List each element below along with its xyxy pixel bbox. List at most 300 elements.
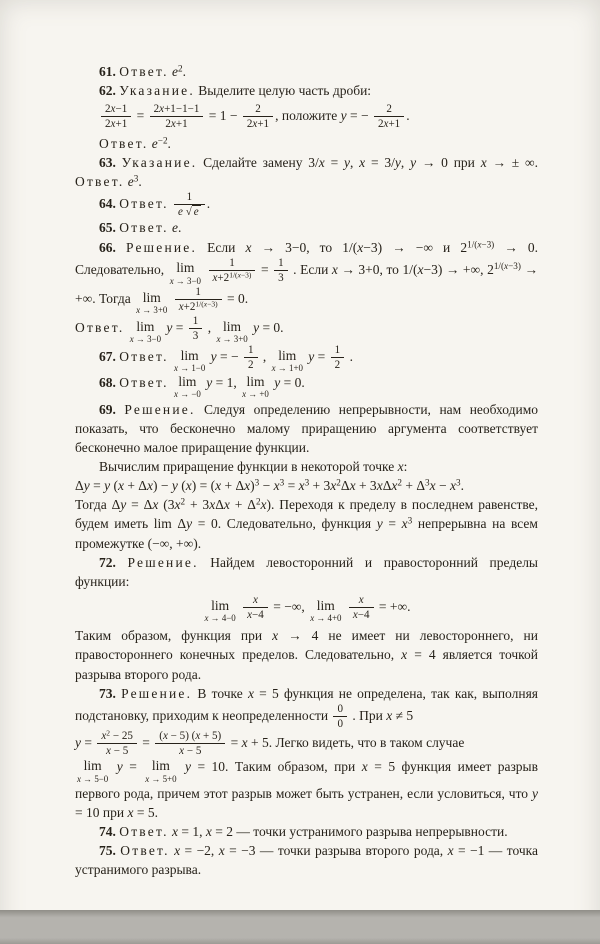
limit-operator [174, 375, 201, 399]
fraction-numerator [101, 103, 131, 117]
math-variable: x [361, 759, 368, 775]
text-run: ) − [152, 478, 172, 494]
math-variable: e [178, 206, 183, 219]
math-variable: x [247, 685, 254, 701]
text-run: → 1+0 [275, 362, 303, 373]
text-run: 1 [229, 256, 235, 269]
superscript: 3 [455, 477, 461, 488]
math-variable: x [204, 612, 209, 623]
math-variable: x [179, 745, 185, 758]
math-variable: x [330, 478, 337, 494]
math-variable: x [212, 271, 218, 284]
math-variable: y [394, 154, 401, 170]
limit-word: lim [178, 374, 197, 390]
item-69 [75, 400, 538, 457]
item-65 [75, 218, 538, 237]
keyword-label: Решение. [125, 239, 198, 255]
superscript: 2 [336, 477, 341, 488]
math-variable: x [244, 478, 251, 494]
text-run: 1/( [467, 238, 478, 249]
fraction-numerator [274, 257, 288, 271]
text-run: +1 [257, 118, 270, 131]
item-number: 75. [99, 843, 121, 859]
text-run: 1 [195, 285, 201, 298]
fraction [374, 103, 404, 130]
text-run: = − [346, 108, 372, 124]
fraction [333, 703, 347, 730]
item-number: 65. [99, 220, 120, 236]
item-number: 64. [99, 195, 120, 211]
text-run: Найдем левосторонний и правосторонний пределы функции: [75, 554, 539, 589]
item-number: 74. [99, 824, 120, 840]
limit-word: lim [278, 347, 297, 363]
limit-subscript [77, 774, 108, 784]
text-run [124, 320, 127, 335]
text-run: ) = ( [191, 478, 216, 494]
text-run: +1 [388, 118, 401, 131]
math-variable: e [172, 64, 179, 79]
item-63 [75, 153, 538, 191]
math-variable: x [480, 154, 487, 170]
superscript: 2 [178, 63, 183, 74]
math-variable: x [310, 612, 315, 623]
text-run: = 0. [280, 375, 305, 391]
fraction [331, 344, 345, 371]
text-run: = 0. [223, 290, 249, 306]
item-66 [75, 238, 538, 315]
math-variable: y [116, 759, 123, 775]
text-run: ) [250, 478, 255, 494]
text-run: = [138, 734, 154, 750]
text-run: −3) [240, 270, 252, 280]
text-run: 3 [278, 271, 284, 284]
text-run: → ± ∞. [486, 154, 538, 170]
text-run: → 1−0 [177, 362, 206, 373]
text-run: +1 [115, 118, 128, 131]
item-number: 62. [99, 83, 120, 99]
text-run: → 0 при [416, 154, 481, 170]
fraction [174, 191, 205, 218]
text-run: → 4−0 [208, 612, 236, 623]
math-variable: x [209, 497, 216, 513]
text-run: = [122, 759, 144, 775]
item-number: 63. [99, 154, 122, 170]
limit-operator [174, 349, 205, 373]
fraction-numerator [150, 103, 204, 117]
fraction-denominator [155, 744, 225, 757]
text-run: + 3 [355, 478, 377, 494]
text-run: − 5 [110, 745, 129, 758]
text-run: −3) [481, 238, 495, 249]
fraction-numerator [331, 344, 345, 358]
superscript [494, 261, 521, 271]
item-number: 73. [99, 685, 122, 701]
text-run: , [350, 154, 360, 170]
superscript: 2 [106, 728, 111, 738]
limit-word: lim [316, 597, 335, 613]
keyword-label: Ответ. [119, 375, 169, 391]
math-variable: x [223, 497, 230, 513]
math-variable: x [318, 154, 325, 170]
text-run: ≠ 5 [392, 707, 414, 723]
superscript: 2 [180, 496, 186, 507]
text-run: 1 [248, 344, 254, 357]
text-run: . [206, 195, 211, 211]
keyword-label: Ответ. [119, 64, 169, 79]
keyword-label: Ответ. [119, 824, 169, 840]
limit-word: lim [246, 374, 265, 390]
text-run: + Δ [401, 478, 426, 494]
limit-subscript [174, 363, 205, 373]
text-run: 2 [165, 118, 171, 131]
text-run: . [406, 108, 410, 124]
math-variable: y [206, 375, 213, 391]
math-variable: x [145, 773, 150, 784]
text-run [238, 599, 241, 614]
math-variable: y [171, 478, 178, 494]
limit-word: lim [142, 289, 161, 305]
text-run: = − [216, 348, 243, 364]
math-variable: y [308, 348, 315, 364]
fraction-denominator [374, 117, 404, 130]
text-run [169, 196, 172, 211]
text-run: Δ [340, 478, 350, 494]
limit-operator [205, 599, 236, 623]
math-variable: y [166, 319, 173, 335]
fraction-denominator [97, 744, 137, 757]
math-variable: y [253, 319, 260, 335]
math-variable: x [349, 478, 356, 494]
fraction-denominator [244, 358, 258, 371]
math-variable: e [151, 135, 158, 151]
math-variable: y [532, 785, 538, 801]
math-variable: x [117, 478, 124, 494]
text-run: : [403, 458, 408, 474]
keyword-label: Ответ. [99, 135, 149, 151]
fraction [274, 257, 288, 284]
item-number: 67. [99, 348, 120, 364]
text-run: Выделите целую часть дроби: [194, 83, 372, 99]
text-run: Тогда Δ [75, 497, 121, 513]
text-run: ( [159, 730, 163, 743]
item-68 [75, 373, 538, 399]
item-61 [75, 62, 538, 81]
math-variable: x [169, 275, 174, 286]
fraction-denominator [349, 608, 374, 621]
math-variable: x [417, 261, 424, 277]
text-run: 1/( [493, 260, 505, 271]
text-run: Следуя определению непрерывности, нам необходимо показать, что бесконечно малому приращению аргумента соответствует бесконечно малое приращение функции. [75, 401, 539, 455]
fraction [175, 286, 222, 313]
math-variable: x [272, 628, 279, 644]
text-run: + Δ [229, 497, 256, 513]
math-variable: x [101, 730, 107, 743]
text-run: −3) [508, 260, 521, 271]
text-run: + 3 [309, 478, 331, 494]
fraction-numerator [174, 191, 205, 205]
math-variable: y [274, 375, 281, 391]
math-variable: y [344, 154, 350, 170]
math-variable: x [241, 734, 248, 750]
math-variable: x [358, 594, 364, 607]
math-variable: e [172, 220, 179, 236]
text-run: . Если [289, 261, 332, 277]
fraction [97, 730, 137, 757]
math-variable: y [75, 734, 81, 750]
text-run: . При [349, 707, 387, 723]
text-run: = 1, [212, 375, 241, 391]
fraction-numerator [97, 730, 137, 744]
text-run [169, 349, 172, 364]
keyword-label: Ответ. [119, 348, 169, 364]
math-variable: x [504, 260, 509, 271]
limit-word: lim [83, 758, 102, 774]
text-run: 2 [334, 359, 341, 372]
keyword-label: Указание. [121, 154, 198, 170]
item-69-conclusion [75, 495, 538, 552]
math-variable: y [410, 154, 417, 170]
limit-operator [242, 375, 269, 399]
text-run: +2 [183, 300, 196, 313]
fraction-denominator [174, 205, 205, 218]
text-run: 2 [377, 118, 384, 131]
fraction-numerator [374, 103, 404, 117]
text-run: 1/( [195, 299, 204, 309]
math-variable: y [186, 516, 193, 532]
text-run: → 3−0, то 1/( [251, 239, 358, 255]
fraction-numerator [209, 257, 256, 271]
math-variable: x [215, 478, 222, 494]
math-variable: x [162, 730, 168, 743]
math-variable: x [273, 478, 280, 494]
superscript [195, 299, 217, 308]
keyword-label: Ответ. [120, 843, 170, 859]
text-run: → +0 [246, 389, 269, 400]
math-variable: x [331, 261, 338, 277]
limit-operator [145, 759, 176, 783]
text-run: +1−1−1 [164, 103, 200, 116]
fraction-numerator [243, 103, 273, 117]
math-variable: x [172, 824, 179, 840]
math-variable: y [340, 108, 347, 124]
fraction-denominator [209, 271, 256, 284]
text-run: → 3+0 [220, 333, 248, 344]
text-run: −1 [115, 103, 128, 116]
limit-word: lim [223, 318, 242, 334]
fraction-denominator [243, 117, 273, 130]
math-variable: x [271, 362, 276, 373]
text-run: = 1 − [205, 108, 241, 124]
text-run: , [204, 319, 215, 335]
item-67 [75, 344, 538, 373]
limit-subscript [272, 363, 303, 373]
math-variable: x [386, 707, 393, 723]
item-62-answer [75, 134, 538, 153]
limit-subscript [170, 276, 201, 286]
limit-word: lim [211, 597, 230, 613]
math-variable: x [260, 497, 267, 513]
math-variable: x [110, 103, 116, 116]
text-run: → −0 [177, 389, 201, 400]
item-66-answer [75, 315, 538, 344]
text-run: → 3−0 [133, 333, 162, 344]
superscript: 3 [304, 477, 310, 488]
superscript: 3 [425, 477, 430, 488]
text-run: ( [110, 478, 118, 494]
math-variable: x [391, 478, 398, 494]
fraction [349, 594, 374, 621]
fraction [155, 730, 225, 757]
keyword-label: Ответ. [119, 195, 169, 211]
text-run: 3 [192, 330, 199, 343]
limit-subscript [205, 613, 236, 623]
text-run: 0 [337, 717, 344, 730]
text-run: → 3−0 [173, 275, 201, 286]
limit-word: lim [151, 758, 170, 774]
keyword-label: Решение. [127, 554, 199, 570]
superscript: 3 [133, 173, 139, 184]
keyword-label: Указание. [119, 83, 195, 99]
text-run: = 0. Следовательно, функция [192, 516, 377, 532]
text-run: +1 [175, 118, 188, 131]
keyword-label: Ответ. [75, 319, 125, 335]
math-variable: x [77, 773, 81, 784]
fraction-denominator [333, 717, 347, 730]
math-variable: x [136, 304, 141, 315]
text-run: . [178, 220, 182, 236]
text-run: −3) → −∞ и 2 [363, 239, 468, 255]
math-variable: x [174, 497, 181, 513]
limit-subscript [216, 334, 247, 344]
fraction-numerator [244, 344, 258, 358]
text-run: − [435, 478, 450, 494]
text-run: = [133, 108, 148, 124]
superscript: 2 [397, 477, 402, 488]
text-run: = 3/ [365, 154, 395, 170]
page-bottom-edge [0, 910, 600, 944]
text-run: → 5−0 [80, 773, 109, 784]
item-69-compute [75, 457, 538, 476]
text-run: непрерывна на всем промежутке (−∞, +∞). [75, 516, 538, 551]
superscript: 3 [407, 515, 413, 526]
text-run: = 0. [259, 319, 284, 335]
item-74 [75, 822, 538, 841]
text-run: = 4 является точкой разрыва второго рода. [75, 647, 539, 682]
text-run: 1/( [229, 270, 238, 280]
text-run: = Δ [126, 497, 153, 513]
math-variable: y [120, 497, 127, 513]
fraction-numerator [333, 703, 347, 717]
text-run: → +∞. Тогда [75, 261, 538, 306]
item-number: 72. [99, 554, 128, 570]
superscript [467, 239, 494, 249]
limit-operator [130, 320, 161, 344]
math-variable: e [127, 173, 134, 189]
math-variable: x [174, 362, 178, 373]
text-run: = [314, 348, 329, 364]
math-variable: x [397, 458, 404, 474]
text-run [169, 291, 172, 306]
text-run: = 1, [178, 824, 206, 840]
text-run: −3) [207, 299, 218, 309]
math-variable: x [237, 270, 241, 280]
item-62-equation [75, 103, 538, 130]
text-run: = [89, 478, 105, 494]
math-variable: y [104, 478, 111, 494]
text-run: , положите [275, 108, 341, 124]
text-run: Если [197, 239, 246, 255]
text-run: . [346, 348, 353, 364]
text-run: В точке [192, 685, 248, 701]
item-number: 69. [99, 401, 125, 417]
text-run: = [284, 478, 299, 494]
text-run: , [259, 348, 270, 364]
text-run: 1 [186, 191, 193, 204]
text-run: Δ [215, 497, 224, 513]
item-62 [75, 81, 538, 100]
text-run [203, 261, 207, 276]
text-run: + Δ [123, 478, 147, 494]
math-variable: x [401, 647, 408, 663]
math-variable: x [252, 118, 258, 131]
fraction [101, 103, 131, 130]
math-variable: x [174, 389, 178, 400]
text-run: 1 [334, 344, 341, 357]
text-run: Δ [382, 478, 392, 494]
text-run: → 5+0 [149, 773, 177, 784]
limit-word: lim [136, 318, 155, 334]
text-run: 2 [246, 118, 253, 131]
text-run: = [172, 319, 187, 335]
fraction-denominator [150, 117, 204, 130]
text-run: = −∞, [269, 598, 309, 614]
limit-subscript [174, 389, 201, 399]
text-run: → 4 не имеет ни левостороннего, ни правостороннего конечных пределов. Следовательно, [75, 628, 538, 663]
text-run: Таким образом, функция при [75, 628, 273, 644]
text-run: − 25 [110, 730, 133, 743]
math-variable: x [477, 238, 482, 249]
text-run: . [167, 135, 171, 151]
item-number: 66. [99, 239, 126, 255]
fraction-denominator [331, 358, 345, 371]
fraction-numerator [175, 286, 222, 300]
math-variable: x [429, 478, 436, 494]
text-run: 2 [153, 103, 160, 116]
text-run: = [257, 261, 273, 277]
math-variable: x [205, 824, 212, 840]
superscript: 3 [279, 477, 285, 488]
limit-subscript [310, 613, 341, 623]
text-run: + 5) [200, 730, 222, 743]
limit-subscript [130, 334, 161, 344]
text-run: = 10. Таким образом, при [191, 759, 362, 775]
math-variable: x [129, 333, 134, 344]
text-run: − [259, 478, 274, 494]
math-variable: x [170, 118, 176, 131]
math-variable: x [298, 478, 305, 494]
radicand: e [193, 206, 199, 219]
math-variable: x [447, 843, 454, 859]
math-variable: y [83, 478, 90, 494]
math-variable: x [218, 843, 225, 859]
math-variable: x [376, 478, 383, 494]
fraction [243, 103, 273, 130]
limit-operator [216, 320, 247, 344]
fraction [243, 594, 268, 621]
text-run: . [182, 64, 186, 79]
text-run: 2 [386, 103, 392, 116]
fraction [189, 315, 203, 342]
